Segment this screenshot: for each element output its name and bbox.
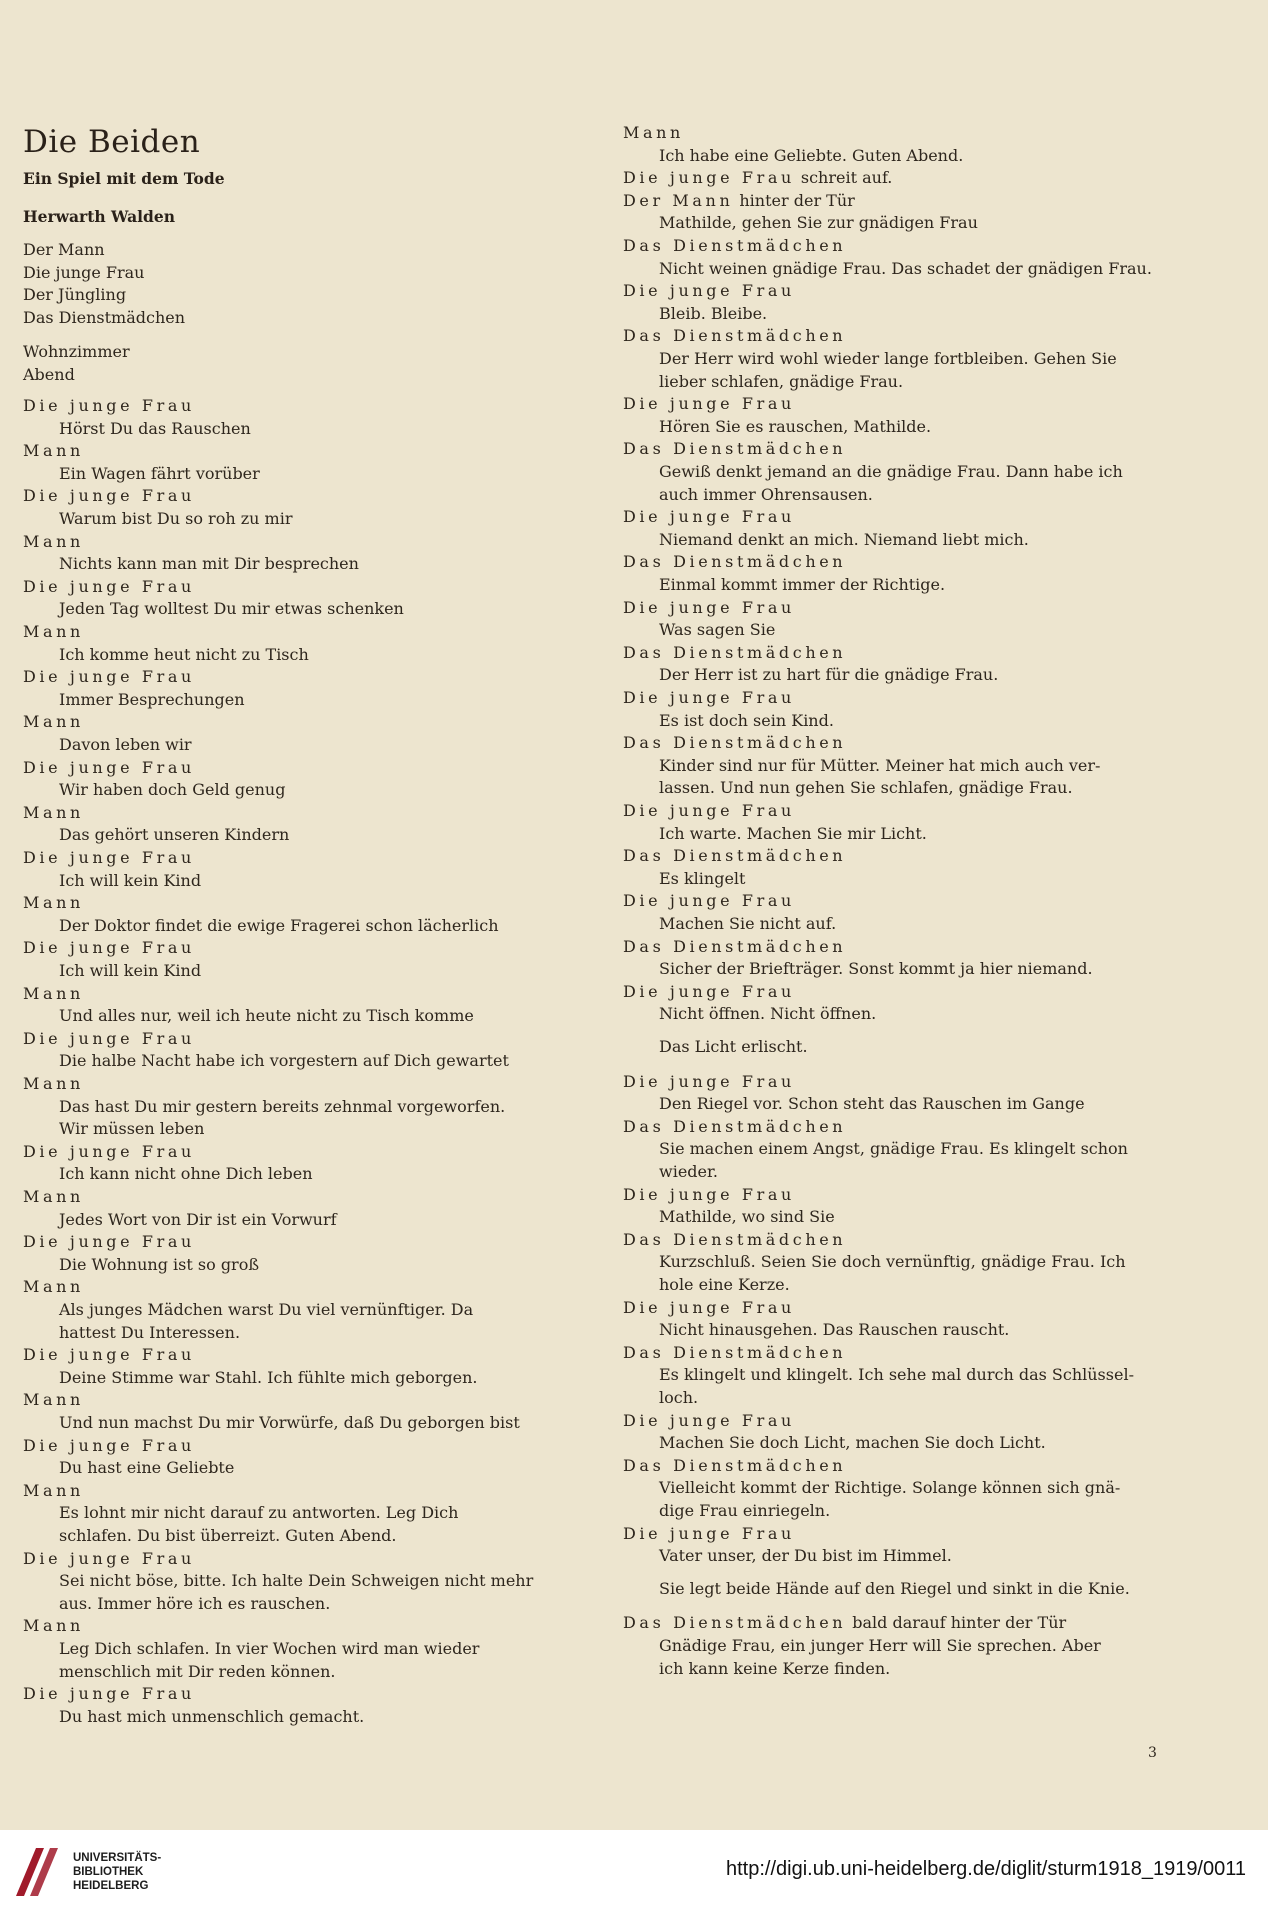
dialogue-line: Es klingelt und klingelt. Ich sehe mal durch das Schlüssel- (659, 1365, 1134, 1385)
page-number: 3 (1148, 1745, 1157, 1761)
speaker-direction: hinter der Tür (739, 190, 855, 210)
speaker-name: Mann (23, 1074, 84, 1093)
dialogue-line: Gewiß denkt jemand an die gnädige Frau. Dann habe ich (659, 462, 1123, 481)
speaker-name: Mann (23, 1277, 84, 1297)
speaker-line (623, 891, 795, 911)
cast-member: Die junge Frau (23, 262, 145, 282)
speaker-name: Die junge Frau (23, 396, 195, 415)
speaker-name: Die junge Frau (623, 597, 795, 617)
speaker-name: Die junge Frau (23, 1028, 195, 1048)
speaker-line (623, 598, 795, 618)
speaker-name: Mann (23, 802, 84, 822)
speaker-line (623, 1298, 795, 1318)
dialogue-line: Hören Sie es rauschen, Mathilde. (659, 416, 932, 436)
dialogue-line: Und alles nur, weil ich heute nicht zu Tisch komme (59, 1006, 474, 1026)
speaker-line (623, 688, 795, 708)
library-name[interactable] (73, 1851, 161, 1893)
speaker-line (623, 1411, 795, 1431)
dialogue-line: aus. Immer höre ich es rauschen. (59, 1593, 331, 1613)
speaker-line (623, 846, 846, 866)
setting-line: Wohnzimmer (23, 342, 130, 362)
speaker-line (623, 1072, 795, 1092)
speaker-line (623, 326, 846, 346)
dialogue-line: Es lohnt mir nicht darauf zu antworten. Leg Dich (59, 1503, 459, 1523)
dialogue-line: dige Frau einriegeln. (659, 1501, 831, 1520)
speaker-name: Die junge Frau (23, 938, 195, 958)
dialogue-line: Nicht hinausgehen. Das Rauschen rauscht. (659, 1320, 1010, 1340)
dialogue-line: Das gehört unseren Kindern (59, 825, 290, 845)
speaker-line (623, 1117, 846, 1137)
speaker-line (623, 1230, 846, 1250)
dialogue-line: Den Riegel vor. Schon steht das Rauschen im Gange (659, 1094, 1085, 1114)
library-logo-icon[interactable] (12, 1844, 62, 1900)
speaker-name: Das Dienstmädchen (623, 733, 847, 753)
speaker-name: Mann (623, 123, 684, 142)
dialogue-line: Einmal kommt immer der Richtige. (659, 575, 946, 594)
speaker-name: Das Dienstmädchen (623, 642, 847, 662)
dialogue-line: Ein Wagen fährt vorüber (59, 463, 260, 483)
speaker-name: Das Dienstmädchen (623, 552, 847, 572)
speaker-line (623, 191, 855, 211)
speaker-name: Die junge Frau (623, 1410, 795, 1430)
speaker-name: Das Dienstmädchen (623, 236, 847, 255)
speaker-line (623, 439, 846, 459)
dialogue-line: Davon leben wir (59, 735, 192, 754)
speaker-line (623, 552, 846, 572)
dialogue-line: Deine Stimme war Stahl. Ich fühlte mich geborgen. (59, 1367, 478, 1387)
dialogue-line: Mathilde, gehen Sie zur gnädigen Frau (659, 213, 978, 233)
speaker-name: Die junge Frau (623, 168, 795, 188)
dialogue-line: Warum bist Du so roh zu mir (59, 509, 293, 528)
setting-line: Abend (23, 365, 75, 384)
dialogue-line: wieder. (659, 1162, 718, 1181)
speaker-line (623, 643, 846, 663)
play-title: Die Beiden (23, 124, 201, 160)
speaker-name: Die junge Frau (23, 486, 195, 506)
dialogue-line: Ich warte. Machen Sie mir Licht. (659, 823, 927, 843)
dialogue-line: schlafen. Du bist überreizt. Guten Abend. (59, 1526, 397, 1545)
dialogue-line: Jedes Wort von Dir ist ein Vorwurf (59, 1209, 337, 1229)
speaker-line (623, 168, 892, 188)
speaker-name: Die junge Frau (23, 1232, 195, 1252)
speaker-name: Das Dienstmädchen (623, 1116, 847, 1136)
speaker-name: Der Mann (623, 190, 734, 210)
speaker-name: Die junge Frau (623, 1523, 795, 1543)
dialogue-line: Nicht weinen gnädige Frau. Das schadet der gnädigen Frau. (659, 258, 1152, 278)
speaker-name: Mann (23, 983, 84, 1003)
speaker-name: Die junge Frau (623, 1071, 795, 1091)
speaker-name: Das Dienstmädchen (623, 326, 847, 346)
cast-member: Der Mann (23, 240, 105, 259)
speaker-name: Die junge Frau (23, 667, 195, 687)
speaker-name: Die junge Frau (623, 394, 795, 414)
speaker-name: Das Dienstmädchen (623, 1613, 847, 1633)
dialogue-line: auch immer Ohrensausen. (659, 484, 873, 504)
dialogue-line: lassen. Und nun gehen Sie schlafen, gnädige Frau. (659, 778, 1073, 798)
speaker-name: Mann (23, 441, 84, 461)
speaker-name: Die junge Frau (623, 507, 795, 527)
dialogue-line: Sicher der Briefträger. Sonst kommt ja hier niemand. (659, 959, 1093, 979)
dialogue-line: hole eine Kerze. (659, 1275, 790, 1294)
speaker-name: Das Dienstmädchen (623, 1229, 847, 1249)
play-subtitle: Ein Spiel mit dem Tode (23, 169, 225, 188)
cast-member: Das Dienstmädchen (23, 307, 186, 327)
dialogue-line: Leg Dich schlafen. In vier Wochen wird man wieder (59, 1639, 480, 1658)
dialogue-line: Machen Sie nicht auf. (659, 914, 837, 933)
dialogue-line: Bleib. Bleibe. (659, 303, 768, 323)
dialogue-line: Gnädige Frau, ein junger Herr will Sie sprechen. Aber (659, 1636, 1101, 1655)
speaker-line (623, 733, 846, 753)
speaker-line (623, 236, 846, 256)
speaker-line (623, 281, 795, 301)
dialogue-line: Sie machen einem Angst, gnädige Frau. Es klingelt schon (659, 1139, 1128, 1159)
dialogue-line: Kurzschluß. Seien Sie doch vernünftig, gnädige Frau. Ich (659, 1252, 1126, 1272)
speaker-line (623, 1613, 1066, 1633)
dialogue-line: Vielleicht kommt der Richtige. Solange können sich gnä- (659, 1478, 1121, 1498)
speaker-name: Die junge Frau (23, 848, 195, 867)
dialogue-line: Ich komme heut nicht zu Tisch (59, 644, 309, 664)
dialogue-line: Sei nicht böse, bitte. Ich halte Dein Schweigen nicht mehr (59, 1571, 534, 1591)
dialogue-line: Der Herr ist zu hart für die gnädige Frau. (659, 665, 999, 685)
dialogue-line: Nichts kann man mit Dir besprechen (59, 554, 359, 574)
speaker-name: Mann (23, 1616, 84, 1636)
dialogue-line: Du hast mich unmenschlich gemacht. (59, 1706, 365, 1726)
speaker-name: Mann (23, 1390, 84, 1410)
dialogue-line: Ich will kein Kind (59, 961, 202, 980)
dialogue-line: Die Wohnung ist so groß (59, 1254, 260, 1274)
dialogue-line: ich kann keine Kerze finden. (659, 1658, 891, 1678)
dialogue-line: loch. (659, 1388, 699, 1407)
dialogue-line: Ich habe eine Geliebte. Guten Abend. (659, 145, 964, 165)
speaker-name: Mann (23, 1480, 84, 1500)
dialogue-line: Was sagen Sie (659, 620, 776, 640)
speaker-name: Die junge Frau (623, 981, 795, 1001)
speaker-name: Das Dienstmädchen (623, 439, 847, 459)
dialogue-line: Wir haben doch Geld genug (59, 780, 286, 800)
speaker-direction: schreit auf. (800, 168, 893, 188)
library-name-line: BIBLIOTHEK (73, 1866, 144, 1878)
speaker-line (623, 1524, 795, 1544)
dialogue-line: Du hast eine Geliebte (59, 1458, 235, 1478)
dialogue-line: Als junges Mädchen warst Du viel vernünftiger. Da (59, 1300, 474, 1319)
speaker-name: Die junge Frau (623, 688, 795, 707)
speaker-line (623, 394, 795, 414)
dialogue-line: hattest Du Interessen. (59, 1322, 241, 1342)
dialogue-line: Niemand denkt an mich. Niemand liebt mich. (659, 529, 1029, 549)
speaker-name: Das Dienstmädchen (623, 846, 847, 866)
speaker-line (623, 123, 684, 143)
dialogue-line: Immer Besprechungen (59, 689, 245, 709)
dialogue-line: lieber schlafen, gnädige Frau. (659, 371, 904, 391)
dialogue-line: Die halbe Nacht habe ich vorgestern auf Dich gewartet (59, 1051, 509, 1071)
speaker-name: Die junge Frau (623, 281, 795, 301)
speaker-name: Die junge Frau (23, 1345, 195, 1365)
speaker-line (623, 1456, 846, 1476)
dialogue-line: Und nun machst Du mir Vorwürfe, daß Du geborgen bist (59, 1413, 520, 1432)
speaker-line (623, 507, 795, 527)
dialogue-line: Machen Sie doch Licht, machen Sie doch Licht. (659, 1433, 1046, 1453)
speaker-name: Die junge Frau (23, 1435, 195, 1455)
dialogue-line: Das hast Du mir gestern bereits zehnmal vorgeworfen. (59, 1096, 506, 1116)
cast-member: Der Jüngling (23, 285, 127, 305)
stage-direction: Sie legt beide Hände auf den Riegel und sinkt in die Knie. (659, 1578, 1130, 1598)
dialogue-line: Jeden Tag wolltest Du mir etwas schenken (59, 599, 404, 619)
library-name-line: UNIVERSITÄTS- (73, 1852, 162, 1864)
speaker-name: Die junge Frau (623, 891, 795, 911)
dialogue-line: Es klingelt (659, 868, 746, 888)
dialogue-line: Wir müssen leben (59, 1119, 205, 1139)
dialogue-line: Ich kann nicht ohne Dich leben (59, 1164, 313, 1184)
speaker-name: Das Dienstmädchen (623, 1455, 847, 1475)
speaker-name: Mann (23, 531, 84, 551)
speaker-line (623, 1343, 846, 1363)
speaker-direction: bald darauf hinter der Tür (852, 1613, 1067, 1633)
dialogue-line: Vater unser, der Du bist im Himmel. (659, 1546, 952, 1566)
dialogue-line: Nicht öffnen. Nicht öffnen. (659, 1004, 877, 1024)
dialogue-line: Der Herr wird wohl wieder lange fortbleiben. Gehen Sie (659, 349, 1117, 368)
speaker-name: Mann (23, 712, 84, 732)
speaker-name: Die junge Frau (623, 801, 795, 820)
speaker-name: Die junge Frau (23, 1141, 195, 1161)
dialogue-line: Der Doktor findet die ewige Fragerei schon lächerlich (59, 915, 499, 935)
dialogue-line: Es ist doch sein Kind. (659, 710, 834, 730)
speaker-line (623, 801, 795, 821)
speaker-name: Mann (23, 622, 84, 641)
speaker-name: Mann (23, 893, 84, 913)
speaker-name: Die junge Frau (623, 1297, 795, 1317)
dialogue-line: Hörst Du das Rauschen (59, 418, 251, 438)
speaker-name: Das Dienstmädchen (623, 1342, 847, 1362)
speaker-name: Mann (23, 1187, 84, 1206)
author-name: Herwarth Walden (23, 207, 176, 226)
speaker-name: Die junge Frau (23, 1684, 195, 1704)
dialogue-line: Ich will kein Kind (59, 870, 202, 890)
speaker-line (623, 937, 846, 957)
speaker-name: Die junge Frau (23, 576, 195, 596)
speaker-name: Die junge Frau (23, 757, 195, 777)
footer-bar (0, 1830, 1268, 1922)
speaker-line (623, 982, 795, 1002)
library-name-line: HEIDELBERG (73, 1880, 149, 1892)
dialogue-line: Mathilde, wo sind Sie (659, 1207, 835, 1227)
dialogue-line: Kinder sind nur für Mütter. Meiner hat mich auch ver- (659, 755, 1101, 775)
speaker-line (623, 1185, 795, 1205)
dialogue-line: menschlich mit Dir reden können. (59, 1661, 336, 1681)
stage-direction: Das Licht erlischt. (659, 1037, 808, 1056)
speaker-name: Die junge Frau (23, 1548, 195, 1568)
speaker-name: Die junge Frau (623, 1184, 795, 1204)
source-url-link[interactable]: http://digi.ub.uni-heidelberg.de/diglit/sturm1918_1919/0011 (726, 1858, 1246, 1880)
speaker-name: Das Dienstmädchen (623, 936, 847, 956)
